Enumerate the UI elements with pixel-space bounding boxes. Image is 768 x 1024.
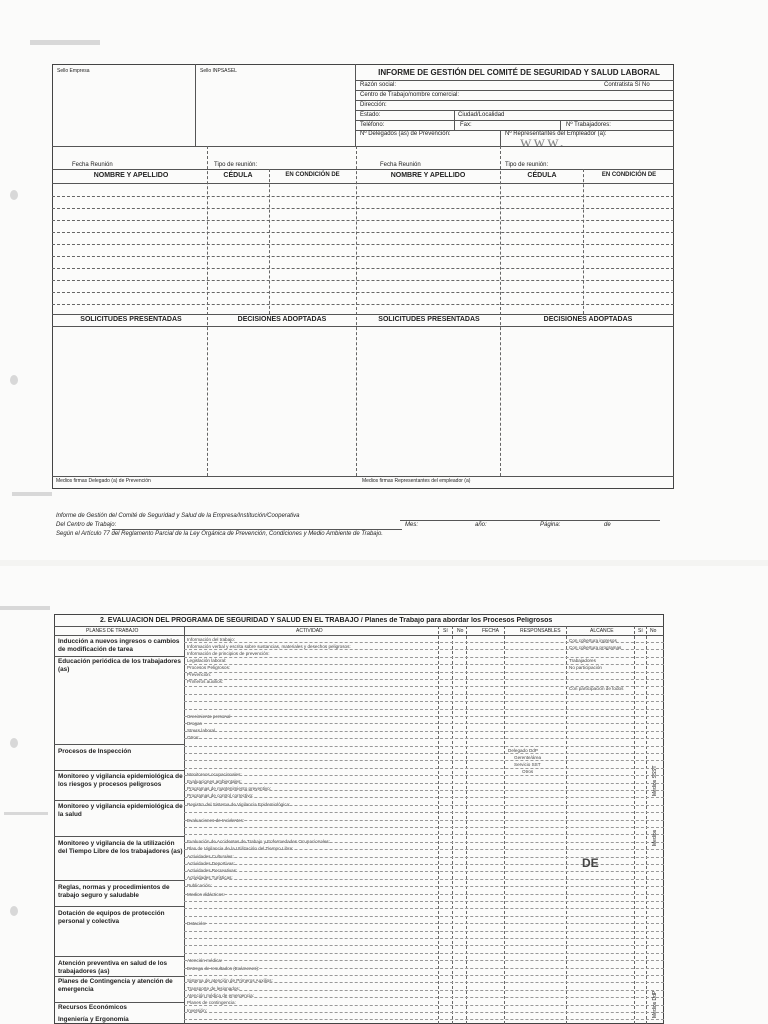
plan-divider [54, 836, 184, 837]
alcance-item: Con cobertura programas [569, 645, 622, 650]
scan-noise [10, 190, 18, 200]
divider [54, 635, 664, 636]
activity-row: Programas de mantenimiento preventivo: [187, 786, 272, 791]
activity-grid-line [184, 982, 664, 983]
activity-row: Crecimiento personal [187, 714, 231, 719]
grid-row [52, 280, 674, 281]
scan-noise [30, 40, 100, 45]
grid-row [52, 208, 674, 209]
activity-grid-line [184, 768, 664, 769]
activity-grid-line [184, 679, 664, 680]
activity-grid-line [184, 960, 664, 961]
telefono-label: Teléfono: [360, 122, 385, 128]
activity-row: Registro del Sistema de Vigilancia Epidemiológica: [187, 802, 291, 807]
plan-recursos: Recursos Económicos [58, 1004, 127, 1011]
divider [52, 476, 674, 477]
activity-grid-line [184, 871, 664, 872]
footer-mes-label: Mes: [405, 522, 419, 528]
grid-row [52, 220, 674, 221]
responsable-item: Gerente/área [514, 755, 542, 760]
divider [355, 80, 674, 81]
ciudad-label: Ciudad/Localidad [458, 112, 505, 118]
plan-divider [54, 956, 184, 957]
sol-decisiones-2: DECISIONES ADOPTADAS [543, 316, 633, 323]
activity-row: Plan de Vigilancia de la Utilización del Tiempo Libre: [187, 846, 294, 851]
side-label-ssst: Medios SSST [652, 765, 658, 796]
activity-grid-line [184, 731, 664, 732]
footer-pagina-label: Página: [540, 522, 561, 528]
activity-row: Actividades Turísticas: [187, 875, 233, 880]
sello-inpsasel-label: Sello INPSASEL [200, 68, 237, 74]
divider [52, 326, 674, 327]
fecha-reunion-left: Fecha Reunión [72, 162, 113, 168]
divider [52, 314, 674, 315]
scan-noise [12, 492, 52, 496]
activity-row: Evaluación de Accidentes de Trabajo y Enfermedades Ocupacionales: [187, 839, 331, 844]
responsable-item: Delegado DdP [508, 748, 538, 753]
activity-grid-line [184, 775, 664, 776]
col-condicion-2: EN CONDICIÓN DE [601, 172, 657, 178]
activity-grid-line [184, 723, 664, 724]
tipo-reunion-right: Tipo de reunión: [505, 162, 549, 168]
alcance-item: Con cobertura ingresos [569, 638, 617, 643]
activity-grid-line [184, 1012, 664, 1013]
tipo-reunion-left: Tipo de reunión: [214, 162, 258, 168]
activity-grid-line [184, 746, 664, 747]
grid-col [207, 146, 208, 476]
activity-row: Sistema de atención de Primeros Auxilios: [187, 978, 273, 983]
form2-title: 2. EVALUACIÓN DEL PROGRAMA DE SEGURIDAD Y SALUD EN EL TRABAJO / Planes de Trabajo para abordar los Procesos Peligrosos [100, 617, 553, 624]
firma-delegado-label: Medios firmas Delegado (a) de Prevención [56, 478, 151, 484]
plan-educacion: Educación periódica de los trabajadores (as) [58, 658, 181, 673]
divider [400, 520, 660, 521]
activity-grid-line [184, 701, 664, 702]
activity-grid-line [184, 797, 664, 798]
divider [52, 146, 674, 147]
sello-empresa-label: Sello Empresa [57, 68, 90, 74]
plan-divider [54, 880, 184, 881]
plan-ingenieria: Ingeniería y Ergonomía [58, 1016, 129, 1023]
grid-col [583, 169, 584, 314]
activity-grid-line [184, 834, 664, 835]
hdr-no: No [457, 628, 464, 634]
scan-noise [10, 738, 18, 748]
grid-row [52, 244, 674, 245]
fax-label: Fax: [460, 122, 472, 128]
centro-trabajo-label: Centro de Trabajo/nombre comercial: [360, 92, 460, 98]
activity-row: Atención médica: [187, 958, 223, 963]
side-label-medios: Medios [652, 829, 658, 846]
footer-articulo-line: Según el Artículo 77 del Reglamento Parcial de la Ley Orgánica de Prevención, Condiciones y Medio Ambiente de Trabajo. [56, 531, 383, 537]
contratista-label: Contratista Sí No [604, 82, 650, 88]
activity-grid-line [184, 790, 664, 791]
plan-reglas: Reglas, normas y procedimientos de trabajo seguro y saludable [58, 884, 170, 899]
form1-title: INFORME DE GESTIÓN DEL COMITÉ DE SEGURIDAD Y SALUD LABORAL [378, 68, 660, 77]
alcance-item: No participación [569, 665, 602, 670]
activity-row: Entrega de resultados (Exámenes): [187, 966, 260, 971]
col-nombre-2: NOMBRE Y APELLIDO [390, 172, 466, 179]
divider [52, 183, 674, 184]
divider [54, 626, 664, 627]
activity-grid-line [184, 783, 664, 784]
activity-grid-line [184, 923, 664, 924]
divider [52, 169, 674, 170]
col-condicion-1: EN CONDICIÓN DE [285, 172, 340, 178]
activity-grid-line [184, 753, 664, 754]
plan-induccion: Inducción a nuevos ingresos o cambios de modificación de tarea [58, 638, 180, 653]
activity-row: Información del trabajo: [187, 637, 236, 642]
hdr-si2: Sí [638, 628, 643, 634]
activity-grid-line [184, 827, 664, 828]
activity-row: Dotación: [187, 921, 207, 926]
activity-row: Transporte de lesionados: [187, 986, 240, 991]
activity-row: Actividades Culturales: [187, 854, 234, 859]
fecha-reunion-right: Fecha Reunión [380, 162, 421, 168]
divider [560, 120, 561, 130]
activity-row: Información verbal y escrita sobre sustancias, materiales y desechos peligrosos: [187, 644, 351, 649]
form-sheet-2 [0, 566, 768, 1024]
grid-row [52, 256, 674, 257]
divider [355, 120, 674, 121]
activity-row: Evaluaciones de Incidentes: [187, 818, 245, 823]
activity-grid-line [184, 968, 664, 969]
grid-col [356, 146, 357, 476]
activity-grid-line [184, 894, 664, 895]
plan-divider [54, 906, 184, 907]
activity-grid-line [184, 812, 664, 813]
grid-col [500, 146, 501, 476]
alcance-item: Trabajadores [569, 658, 596, 663]
grid-col [269, 169, 270, 314]
activity-grid-line [184, 738, 664, 739]
sol-presentadas-2: SOLICITUDES PRESENTADAS [378, 316, 480, 323]
activity-grid-line [184, 886, 664, 887]
plan-dotacion: Dotación de equipos de protección personal y colectiva [58, 910, 165, 925]
activity-grid-line [184, 879, 664, 880]
activity-row: Medios didácticos: [187, 892, 225, 897]
activity-row: Inversión: [187, 1008, 207, 1013]
plan-atencion: Atención preventiva en salud de los trabajadores (as) [58, 960, 168, 975]
footer-de-label: de [604, 522, 611, 528]
trabajadores-label: Nº Trabajadores: [566, 122, 611, 128]
divider [195, 64, 196, 146]
scan-noise [10, 375, 18, 385]
plan-monitoreo-riesgos: Monitoreo y vigilancia epidemiológica de los riesgos y procesos peligrosos [58, 773, 183, 788]
scan-noise [4, 812, 48, 815]
activity-grid-line [184, 997, 664, 998]
stamp-text: DE [582, 856, 599, 870]
activity-row: Evaluaciones ambientales: [187, 779, 242, 784]
grid-row [52, 292, 674, 293]
activity-row: Información de principios de prevención: [187, 651, 270, 656]
plan-divider [54, 800, 184, 801]
activity-grid-line [184, 1005, 664, 1006]
plan-tiempo-libre: Monitoreo y vigilancia de la utilización del Tiempo Libre de los trabajadores (as) [58, 840, 183, 855]
activity-row: Programas de control correctivo: [187, 793, 254, 798]
activity-grid-line [184, 694, 664, 695]
activity-grid-line [184, 990, 664, 991]
responsable-item: Otros [522, 769, 534, 774]
activity-grid-line [184, 709, 664, 710]
alcance-item: Con participación de todos [569, 686, 624, 691]
activity-row: Actividades Deportivas: [187, 861, 236, 866]
activity-row: Atención médica de emergencia: [187, 993, 254, 998]
activity-grid-line [184, 953, 664, 954]
hdr-planes: PLANES DE TRABAJO [86, 628, 139, 634]
activity-row: Monitoreos ocupacionales: [187, 772, 242, 777]
activity-row: Planes de contingencia: [187, 1000, 236, 1005]
razon-social-label: Razón social: [360, 82, 397, 88]
divider [355, 90, 674, 91]
activity-row: Otros: [187, 735, 200, 740]
plan-divider [54, 656, 184, 657]
activity-grid-line [184, 760, 664, 761]
activity-grid-line [184, 672, 664, 673]
col-cedula-2: CÉDULA [527, 172, 557, 179]
activity-row: Procesos Peligrosos: [187, 665, 231, 670]
plan-inspeccion: Procesos de Inspección [58, 748, 132, 755]
col-nombre-1: NOMBRE Y APELLIDO [93, 172, 169, 179]
stamp-mark: www. [520, 134, 566, 151]
activity-grid-line [184, 908, 664, 909]
scan-noise [10, 906, 18, 916]
hdr-alcance: ALCANCE [590, 628, 614, 634]
hdr-fecha: FECHA [482, 628, 499, 634]
activity-row: Publicación: [187, 883, 212, 888]
activity-row: Drogas [187, 721, 202, 726]
plan-divider [54, 744, 184, 745]
activity-row: Prevención: [187, 672, 212, 677]
responsable-item: Servicio SST [514, 762, 541, 767]
activity-row: Primeros auxilios: [187, 679, 224, 684]
footer-informe-line: Informe de Gestión del Comité de Seguridad y Salud de la Empresa/Institución/Cooperativa [56, 513, 300, 519]
divider [112, 529, 402, 530]
side-label-ddp: Medios DdP [652, 990, 658, 1018]
activity-row: Stress laboral [187, 728, 216, 733]
activity-grid-line [184, 716, 664, 717]
footer-ano-label: año: [475, 522, 487, 528]
sol-decisiones-1: DECISIONES ADOPTADAS [237, 316, 327, 323]
divider [355, 64, 356, 146]
activity-grid-line [184, 916, 664, 917]
activity-grid-line [184, 1019, 664, 1020]
grid-row [52, 304, 674, 305]
grid-row [52, 268, 674, 269]
delegados-label: Nº Delegados (as) de Prevención: [360, 131, 451, 137]
sol-presentadas-1: SOLICITUDES PRESENTADAS [80, 316, 182, 323]
activity-row: Actividades Recreativas: [187, 868, 238, 873]
plan-divider [54, 976, 184, 977]
representantes-label: Nº Representantes del Empleador (a): [505, 131, 607, 137]
hdr-responsables: RESPONSABLES [520, 628, 561, 634]
activity-grid-line [184, 901, 664, 902]
divider [355, 110, 674, 111]
direccion-label: Dirección: [360, 102, 387, 108]
activity-grid-line [184, 938, 664, 939]
divider [500, 130, 501, 146]
plan-divider [54, 770, 184, 771]
grid-row [52, 196, 674, 197]
divider [355, 100, 674, 101]
activity-grid-line [184, 805, 664, 806]
plan-divider [54, 1002, 184, 1003]
activity-grid-line [184, 842, 664, 843]
hdr-si: Sí [443, 628, 448, 634]
activity-grid-line [184, 931, 664, 932]
estado-label: Estado: [360, 112, 381, 118]
plan-monitoreo-salud: Monitoreo y vigilancia epidemiológica de la salud [58, 803, 183, 818]
activity-grid-line [184, 820, 664, 821]
hdr-actividad: ACTIVIDAD [296, 628, 323, 634]
activity-grid-line [184, 849, 664, 850]
grid-row [52, 232, 674, 233]
hdr-no2: No [650, 628, 657, 634]
plan-contingencia: Planes de Contingencia y atención de emergencia [58, 978, 173, 993]
col-cedula-1: CÉDULA [223, 172, 253, 179]
activity-grid-line [184, 975, 664, 976]
firma-representante-label: Medios firmas Representantes del empleador (a) [362, 478, 471, 484]
scan-noise [0, 606, 50, 610]
footer-centro-label: Del Centro de Trabajo: [56, 522, 117, 528]
activity-row: Legislación laboral: [187, 658, 227, 663]
activity-grid-line [184, 945, 664, 946]
